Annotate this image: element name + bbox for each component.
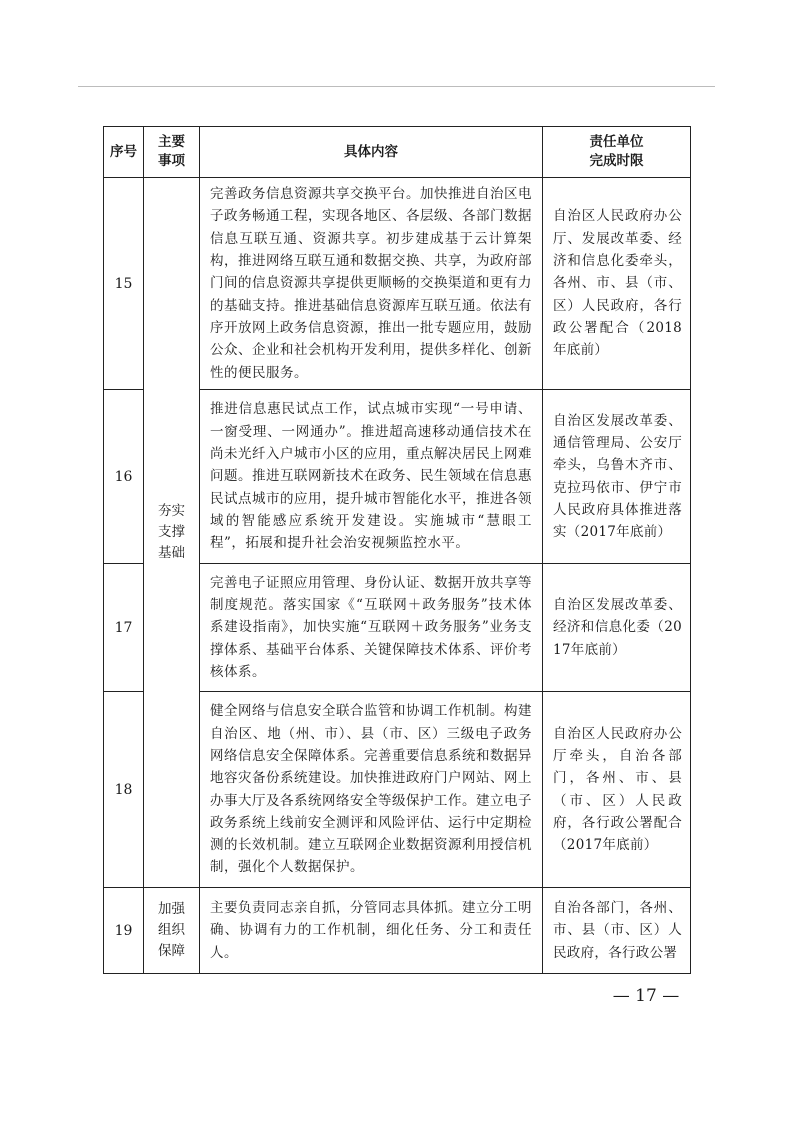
content-cell bbox=[200, 178, 543, 390]
page-number: — 17 — bbox=[612, 986, 680, 1006]
content-cell bbox=[200, 692, 543, 888]
content-cell bbox=[200, 564, 543, 692]
responsibility-text: 自治区人民政府办公厅牵头，自治各部门，各州、市、县（市、区）人民政府，各行政公署配合（2017年底前） bbox=[553, 725, 682, 854]
header-resp-line2: 完成时限 bbox=[589, 153, 644, 169]
responsibility-cell bbox=[543, 888, 691, 974]
group-cell-organization bbox=[144, 888, 200, 974]
row-number: 19 bbox=[104, 888, 144, 974]
responsibility-text: 自治区发展改革委、经济和信息化委（2017年底前） bbox=[553, 597, 682, 658]
group-label-line: 基础 bbox=[158, 545, 185, 561]
group-label-line: 加强 bbox=[158, 901, 185, 917]
responsibility-text: 自治区人民政府办公厅、发展改革委、经济和信息化委牵头，各州、市、县（市、区）人民政府，各行政公署配合（2018年底前） bbox=[553, 208, 682, 359]
content-cell bbox=[200, 390, 543, 564]
group-label-line: 组织 bbox=[158, 922, 185, 938]
header-item-line1: 主要 bbox=[158, 134, 185, 150]
responsibility-cell bbox=[543, 178, 691, 390]
header-no: 序号 bbox=[104, 127, 144, 178]
content-text: 完善政务信息资源共享交换平台。加快推进自治区电子政务畅通工程，实现各地区、各层级、各部门数据信息互联互通、资源共享。初步建成基于云计算架构，推进网络互联互通和数据交换、共享，为政府部门间的信息资源共享提供更顺畅的交换渠道和更有力的基础支持。推进基础信息资源库互联互通。依法有序开放网上政务信息资源，推出一批专题应用，鼓励公众、企业和社会机构开发利用，提供多样化、创新性的便民服务。 bbox=[210, 186, 532, 381]
responsibility-cell bbox=[543, 564, 691, 692]
content-cell bbox=[200, 888, 543, 974]
group-label-line: 保障 bbox=[158, 943, 185, 959]
content-text: 健全网络与信息安全联合监管和协调工作机制。构建自治区、地（州、市）、县（市、区）三级电子政务网络信息安全保障体系。完善重要信息系统和数据异地容灾备份系统建设。加快推进政府门户网站、网上办事大厅及各系统网络安全等级保护工作。建立电子政务系统上线前安全测评和风险评估、运行中定期检测的长效机制。建立互联网企业数据资源利用授信机制，强化个人数据保护。 bbox=[210, 703, 532, 876]
group-cell-infrastructure bbox=[144, 178, 200, 888]
header-content: 具体内容 bbox=[200, 127, 543, 178]
group-label-line: 支撑 bbox=[158, 524, 185, 540]
header-resp-line1: 责任单位 bbox=[589, 134, 644, 150]
row-number: 16 bbox=[104, 390, 144, 564]
header-responsibility bbox=[543, 127, 691, 178]
content-text: 主要负责同志亲自抓，分管同志具体抓。建立分工明确、协调有力的工作机制，细化任务、分工和责任人。 bbox=[210, 900, 532, 961]
responsibility-text: 自治区发展改革委、通信管理局、公安厅牵头，乌鲁木齐市、克拉玛依市、伊宁市人民政府具体推进落实（2017年底前） bbox=[553, 412, 682, 541]
task-table bbox=[103, 126, 691, 974]
group-label-line: 夯实 bbox=[158, 503, 185, 519]
table-row bbox=[104, 178, 691, 390]
table-header-row bbox=[104, 127, 691, 178]
content-text: 推进信息惠民试点工作，试点城市实现“一号申请、一窗受理、一网通办”。推进超高速移动通信技术在尚未光纤入户城市小区的应用，重点解决居民上网难问题。推进互联网新技术在政务、民生领域在信息惠民试点城市的应用，提升城市智能化水平，推进各领域的智能感应系统开发建设。实施城市“慧眼工程”，拓展和提升社会治安视频监控水平。 bbox=[210, 401, 532, 552]
row-number: 18 bbox=[104, 692, 144, 888]
responsibility-cell bbox=[543, 692, 691, 888]
content-text: 完善电子证照应用管理、身份认证、数据开放共享等制度规范。落实国家《“互联网＋政务服务”技术体系建设指南》，加快实施“互联网＋政务服务”业务支撑体系、基础平台体系、关键保障技术体系、评价考核体系。 bbox=[210, 574, 532, 680]
responsibility-cell bbox=[543, 390, 691, 564]
table-row bbox=[104, 888, 691, 974]
row-number: 17 bbox=[104, 564, 144, 692]
header-item bbox=[144, 127, 200, 178]
header-item-line2: 事项 bbox=[158, 153, 185, 169]
responsibility-text: 自治各部门，各州、市、县（市、区）人民政府，各行政公署 bbox=[553, 900, 682, 961]
row-number: 15 bbox=[104, 178, 144, 390]
header-rule bbox=[78, 86, 715, 87]
